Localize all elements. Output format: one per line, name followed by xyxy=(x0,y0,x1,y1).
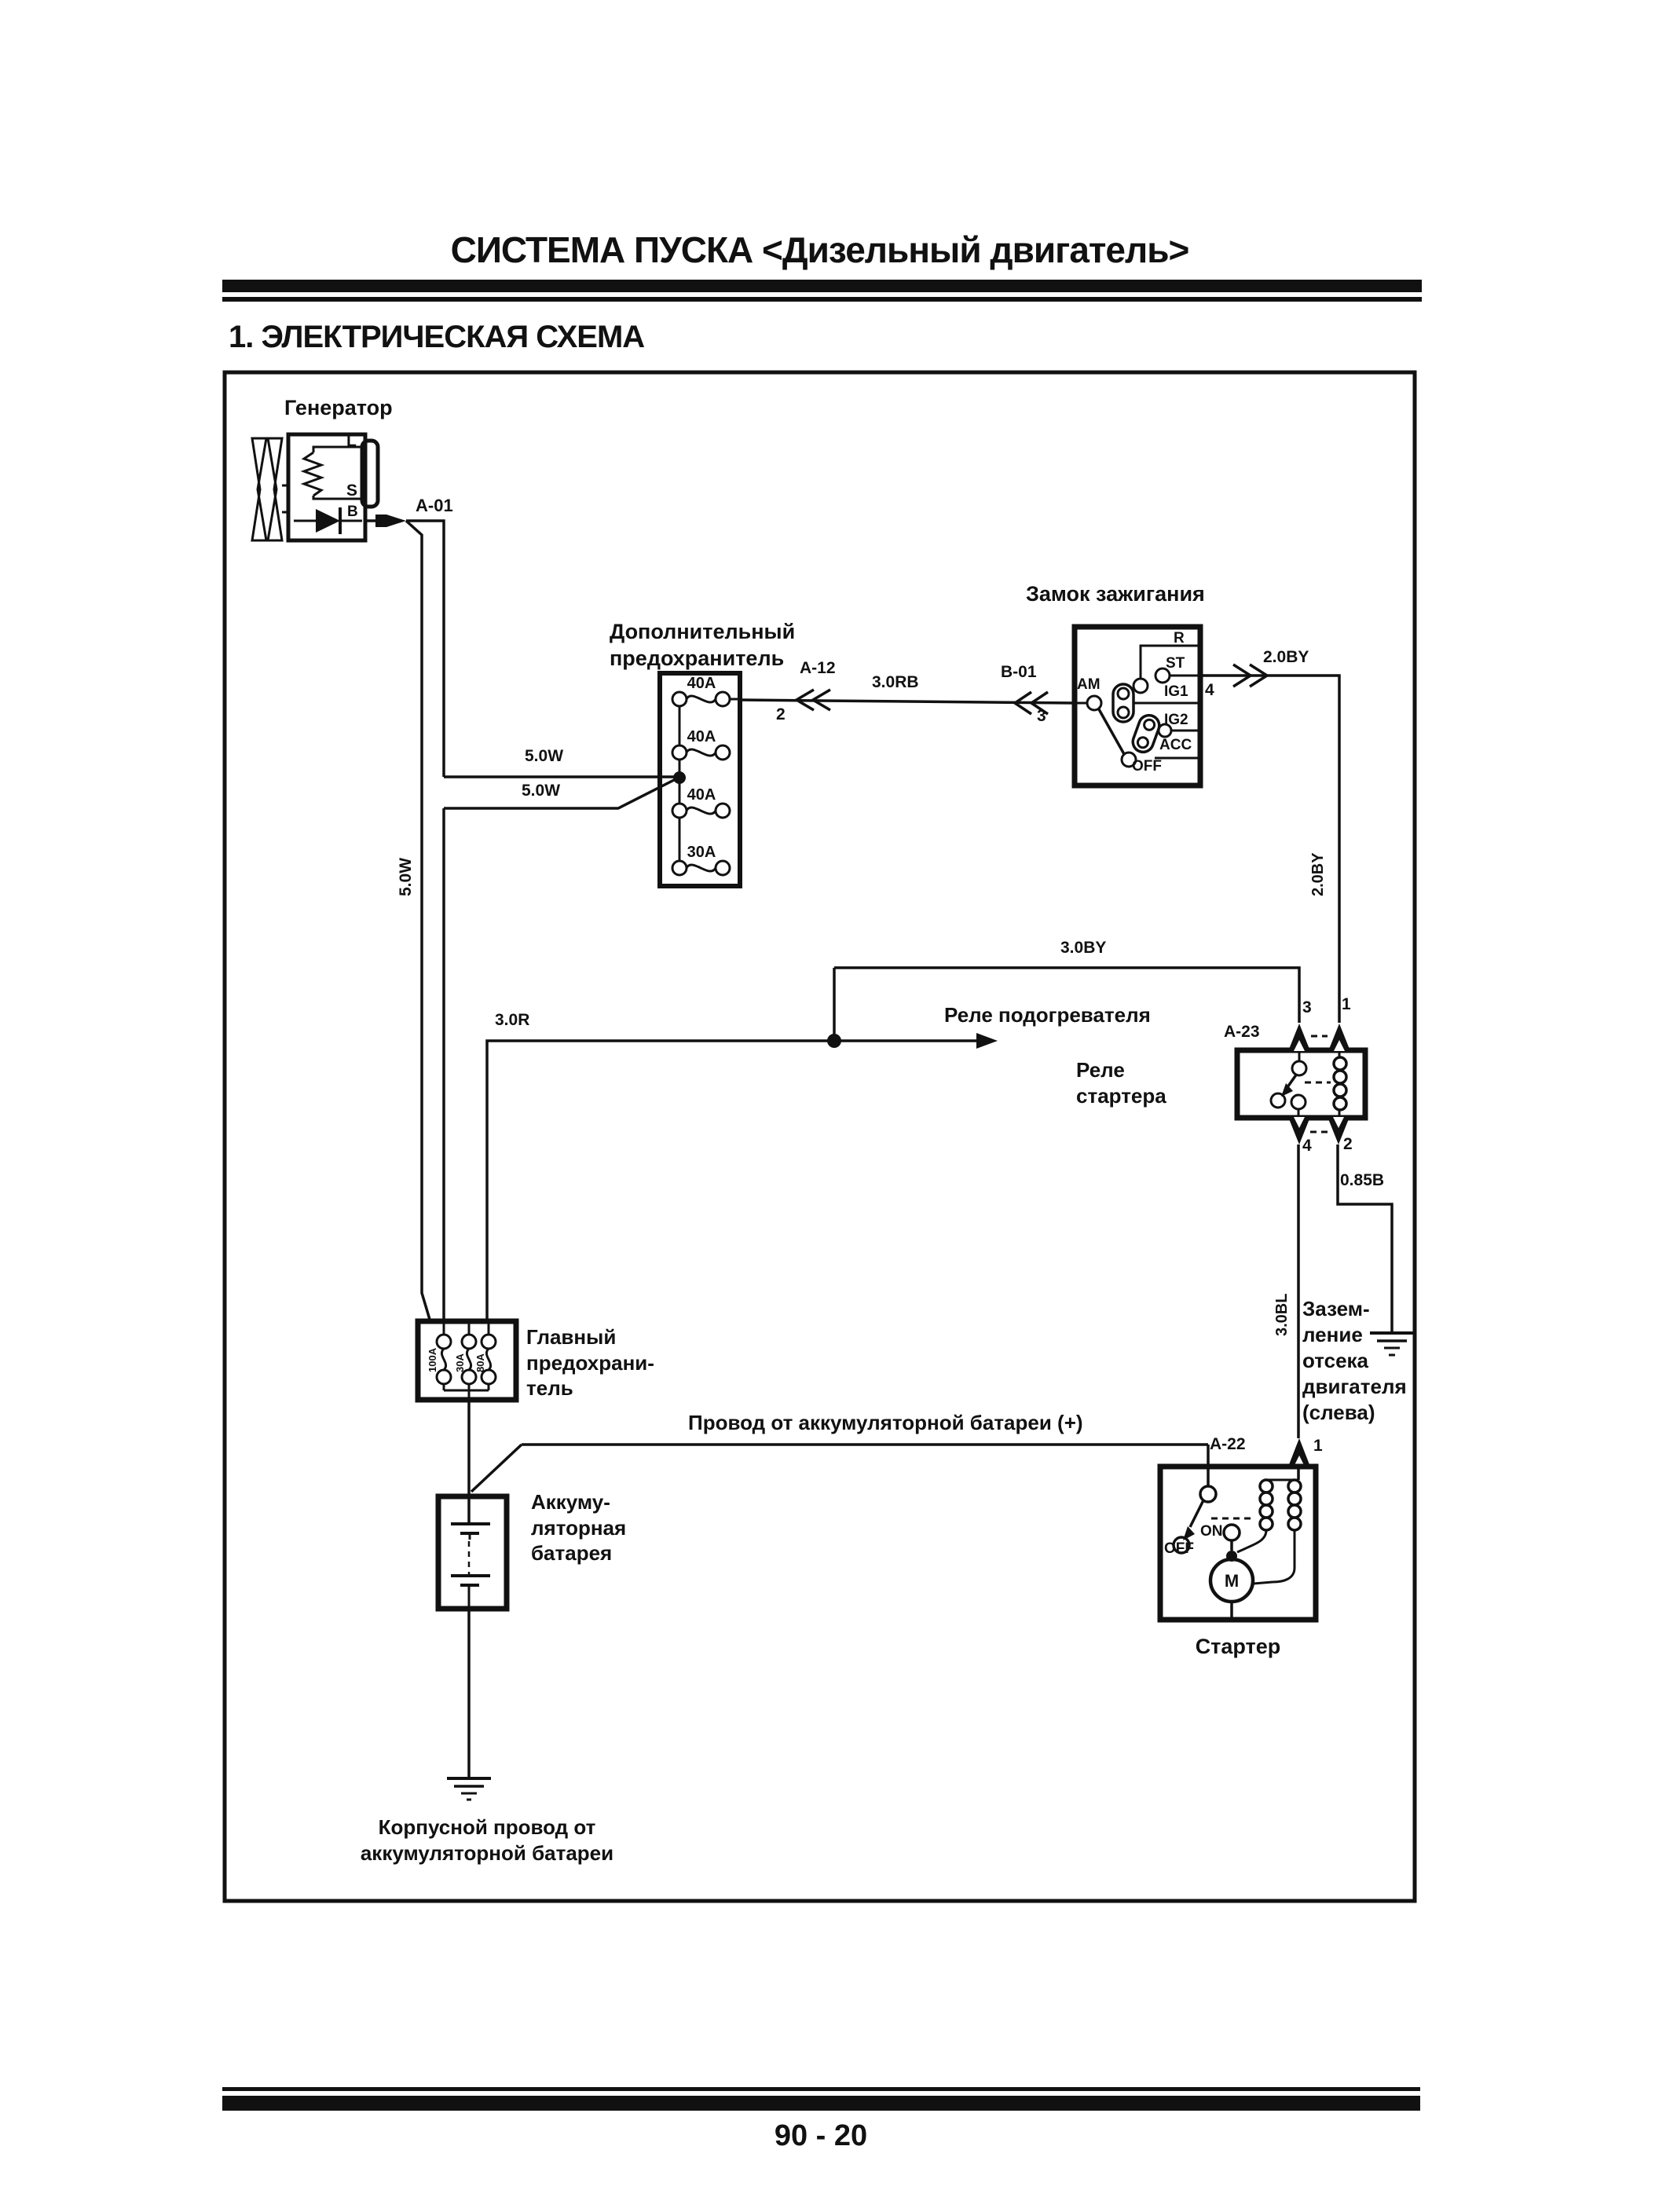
wire-3-0rb xyxy=(740,690,1075,714)
aux-fuse-rating-2: 40A xyxy=(687,728,716,745)
connector-a01-label: A-01 xyxy=(416,496,453,515)
ignition-terminal-acc: ACC xyxy=(1159,737,1192,753)
wire-label-2-0by-vertical: 2.0BY xyxy=(1309,852,1327,896)
battery-symbol xyxy=(438,1496,507,1800)
battery-positive-wire-label: Провод от аккумуляторной батареи (+) xyxy=(688,1411,1083,1434)
relay-pin-2: 2 xyxy=(1343,1135,1353,1153)
starter-motor-letter: M xyxy=(1224,1571,1240,1591)
body-ground-line1: Корпусной провод от xyxy=(378,1815,596,1839)
battery-label xyxy=(531,1489,626,1566)
aux-fuse-rating-4: 30A xyxy=(687,844,716,861)
diagram-frame xyxy=(225,372,1415,1901)
connector-a12-pin: 2 xyxy=(776,705,786,723)
body-ground-line2: аккумуляторной батареи xyxy=(360,1840,614,1865)
ignition-terminal-r: R xyxy=(1174,630,1185,646)
ignition-terminal-am: AM xyxy=(1077,676,1101,693)
wire-label-3-0rb: 3.0RB xyxy=(872,673,919,691)
engine-ground-label xyxy=(1302,1296,1407,1426)
main-fuse-box-label-line2: предохрани- xyxy=(526,1350,654,1375)
starter-relay-label-line2: стартера xyxy=(1076,1083,1166,1108)
engine-ground-line5: (слева) xyxy=(1302,1401,1375,1425)
starter-relay-label-line1: Реле xyxy=(1076,1058,1125,1082)
aux-fuse-box-label xyxy=(610,619,795,672)
starter-symbol xyxy=(1160,1438,1316,1620)
engine-ground-line3: отсека xyxy=(1302,1349,1369,1373)
aux-fuse-rating-1: 40A xyxy=(687,675,716,692)
ignition-terminal-off: OFF xyxy=(1132,758,1162,775)
relay-pin-4: 4 xyxy=(1302,1137,1312,1155)
wire-label-3-0bl: 3.0BL xyxy=(1273,1293,1291,1336)
connector-a12-label: A-12 xyxy=(800,659,836,677)
starter-label: Стартер xyxy=(1195,1635,1281,1658)
battery-label-line3: батарея xyxy=(531,1541,613,1565)
wire-label-3-0r: 3.0R xyxy=(495,1011,530,1029)
main-fuse-box-label-line3: тель xyxy=(526,1376,573,1400)
wire-label-2-0by-horizontal: 2.0BY xyxy=(1263,648,1309,666)
engine-ground-line1: Зазем- xyxy=(1302,1297,1370,1320)
battery-label-line1: Аккуму- xyxy=(531,1490,610,1514)
footer-rule-thin xyxy=(222,2087,1420,2091)
heater-relay-arrow-icon xyxy=(976,1033,998,1049)
ignition-label: Замок зажигания xyxy=(1026,582,1205,606)
generator-terminal-l: L xyxy=(346,432,357,450)
generator-terminal-b: B xyxy=(347,504,358,520)
starter-on-label: ON xyxy=(1200,1523,1223,1540)
relay-pin-3: 3 xyxy=(1302,998,1312,1016)
connector-a23-label: A-23 xyxy=(1224,1023,1260,1041)
main-fuse-box-label-line1: Главный xyxy=(526,1325,617,1349)
main-fuse-rating-1: 100A xyxy=(427,1347,438,1372)
page-number: 90 - 20 xyxy=(774,2119,868,2152)
aux-fuse-box-label-line2: предохранитель xyxy=(610,646,785,670)
generator-symbol xyxy=(252,434,406,540)
wire-label-5-0w-mid: 5.0W xyxy=(522,782,561,800)
main-fuse-rating-2: 30A xyxy=(454,1353,466,1372)
ignition-terminal-ig1: IG1 xyxy=(1164,683,1188,700)
section-heading: 1. ЭЛЕКТРИЧЕСКАЯ СХЕМА xyxy=(229,320,645,354)
connector-a01-arrow-icon xyxy=(375,515,406,527)
relay-pin-1: 1 xyxy=(1342,995,1351,1013)
starter-pin-1: 1 xyxy=(1313,1437,1323,1455)
ignition-pin-out: 4 xyxy=(1205,681,1214,699)
connector-b01-pin: 3 xyxy=(1037,707,1046,725)
body-ground-label xyxy=(353,1815,621,1866)
starter-off-label: OFF xyxy=(1164,1540,1194,1557)
generator-terminal-s: S xyxy=(346,482,358,500)
starter-relay-label xyxy=(1076,1057,1166,1108)
main-fuse-box-label xyxy=(526,1324,654,1401)
wire-label-0-85b: 0.85B xyxy=(1340,1171,1385,1189)
page-title: СИСТЕМА ПУСКА <Дизельный двигатель> xyxy=(450,229,1189,270)
ignition-terminal-st: ST xyxy=(1166,655,1185,672)
connector-b01-label: B-01 xyxy=(1001,663,1037,681)
aux-fuse-box-label-line1: Дополнительный xyxy=(610,620,796,643)
wire-3-0by-3-0r xyxy=(487,968,1299,1322)
wire-label-5-0w-vertical: 5.0W xyxy=(397,857,415,896)
heater-relay-note: Реле подогревателя xyxy=(944,1003,1151,1027)
wire-label-3-0by: 3.0BY xyxy=(1060,939,1107,957)
battery-label-line2: ляторная xyxy=(531,1515,627,1540)
engine-ground-line4: двигателя xyxy=(1302,1375,1407,1399)
footer-rule-thick xyxy=(222,2096,1420,2111)
main-fuse-rating-3: 80A xyxy=(474,1353,486,1372)
engine-ground-line2: ление xyxy=(1302,1323,1363,1347)
connector-a22-label: A-22 xyxy=(1210,1435,1246,1453)
ignition-terminal-ig2: IG2 xyxy=(1164,712,1188,728)
generator-label: Генератор xyxy=(284,396,393,419)
aux-fuse-rating-3: 40A xyxy=(687,786,716,804)
wire-label-5-0w-top: 5.0W xyxy=(525,747,564,765)
